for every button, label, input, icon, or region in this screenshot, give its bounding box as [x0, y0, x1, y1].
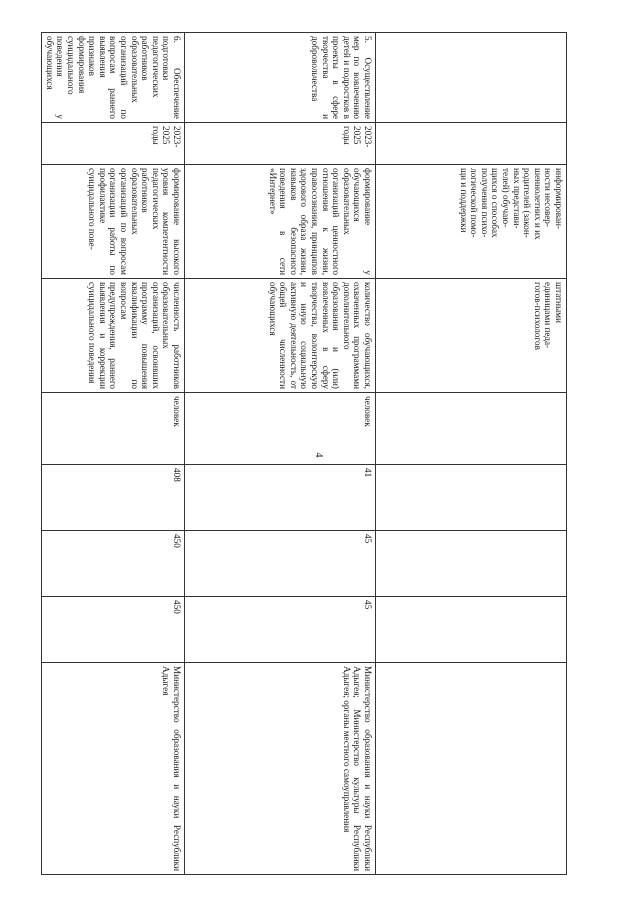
target-2025-cell [376, 597, 567, 663]
table-row [376, 33, 567, 875]
measures-table [41, 32, 567, 875]
base-value-cell: 41 [185, 465, 376, 531]
rotated-table [44, 32, 567, 874]
content-cell: формирование у обучающихся образовательных организаций ценностного отношения к жизни, правосознания, принципов здорового образа жизни, навыков безопасного поведения в сети «Интернет» [185, 165, 376, 279]
event-cell: 5. Осуществление мер по вовлечению детей и подростков в проекты в сфере творчества и добровольчества [185, 33, 376, 123]
content-cell: формирование высокого уровня компетентности педагогических работников образовательных организаций по вопросам организации работы по профилактике суицидального пове- [42, 165, 185, 279]
executor-cell: Министерство образования и науки Республики Адыгея [42, 663, 185, 875]
table-row [185, 33, 376, 875]
target-2025-cell: 450 [42, 597, 185, 663]
event-cell: 6. Обеспечение подготовки педагогических работников образовательных организаций по вопросам раннего выявления признаков формирования суицидального поведения у обучающихся [42, 33, 185, 123]
period-cell [376, 123, 567, 165]
target-2024-cell [376, 531, 567, 597]
executor-cell: Министерство образования и науки Республики Адыгея; Министерство культуры Республики Адыгея; органы местного самоуправления [185, 663, 376, 875]
table-row [42, 33, 185, 875]
indicator-cell: численность работников образовательных организаций, освоивших программу повышения квалификации по вопросам предупреждения, раннего выявления и коррекции суицидального поведения [42, 279, 185, 393]
target-2024-cell: 45 [185, 531, 376, 597]
content-cell: информирован- ности несовер- шеннолетних и их родителей (закон- ных представи- телей) обучаю- щихся о способах получения психо- логической помо- щи и поддержки [376, 165, 567, 279]
period-cell: 2023- 2025 годы [42, 123, 185, 165]
target-2024-cell: 450 [42, 531, 185, 597]
indicator-cell: штатными единицами педа- гогов-психологов [376, 279, 567, 393]
target-2025-cell: 45 [185, 597, 376, 663]
indicator-cell: количество обучающихся, охваченных программами дополнительного образования и (или) вовлеченных в сферу творчества, волонтерскую и иную социальную активную деятельность, от общей численности обучающихся [185, 279, 376, 393]
base-value-cell [376, 465, 567, 531]
period-cell: 2023- 2025 годы [185, 123, 376, 165]
event-cell [376, 33, 567, 123]
table-viewport [44, 32, 567, 874]
page-number: 4 [313, 452, 324, 458]
base-value-cell: 408 [42, 465, 185, 531]
unit-cell [376, 393, 567, 465]
unit-cell: человек [42, 393, 185, 465]
unit-cell: человек [185, 393, 376, 465]
executor-cell [376, 663, 567, 875]
